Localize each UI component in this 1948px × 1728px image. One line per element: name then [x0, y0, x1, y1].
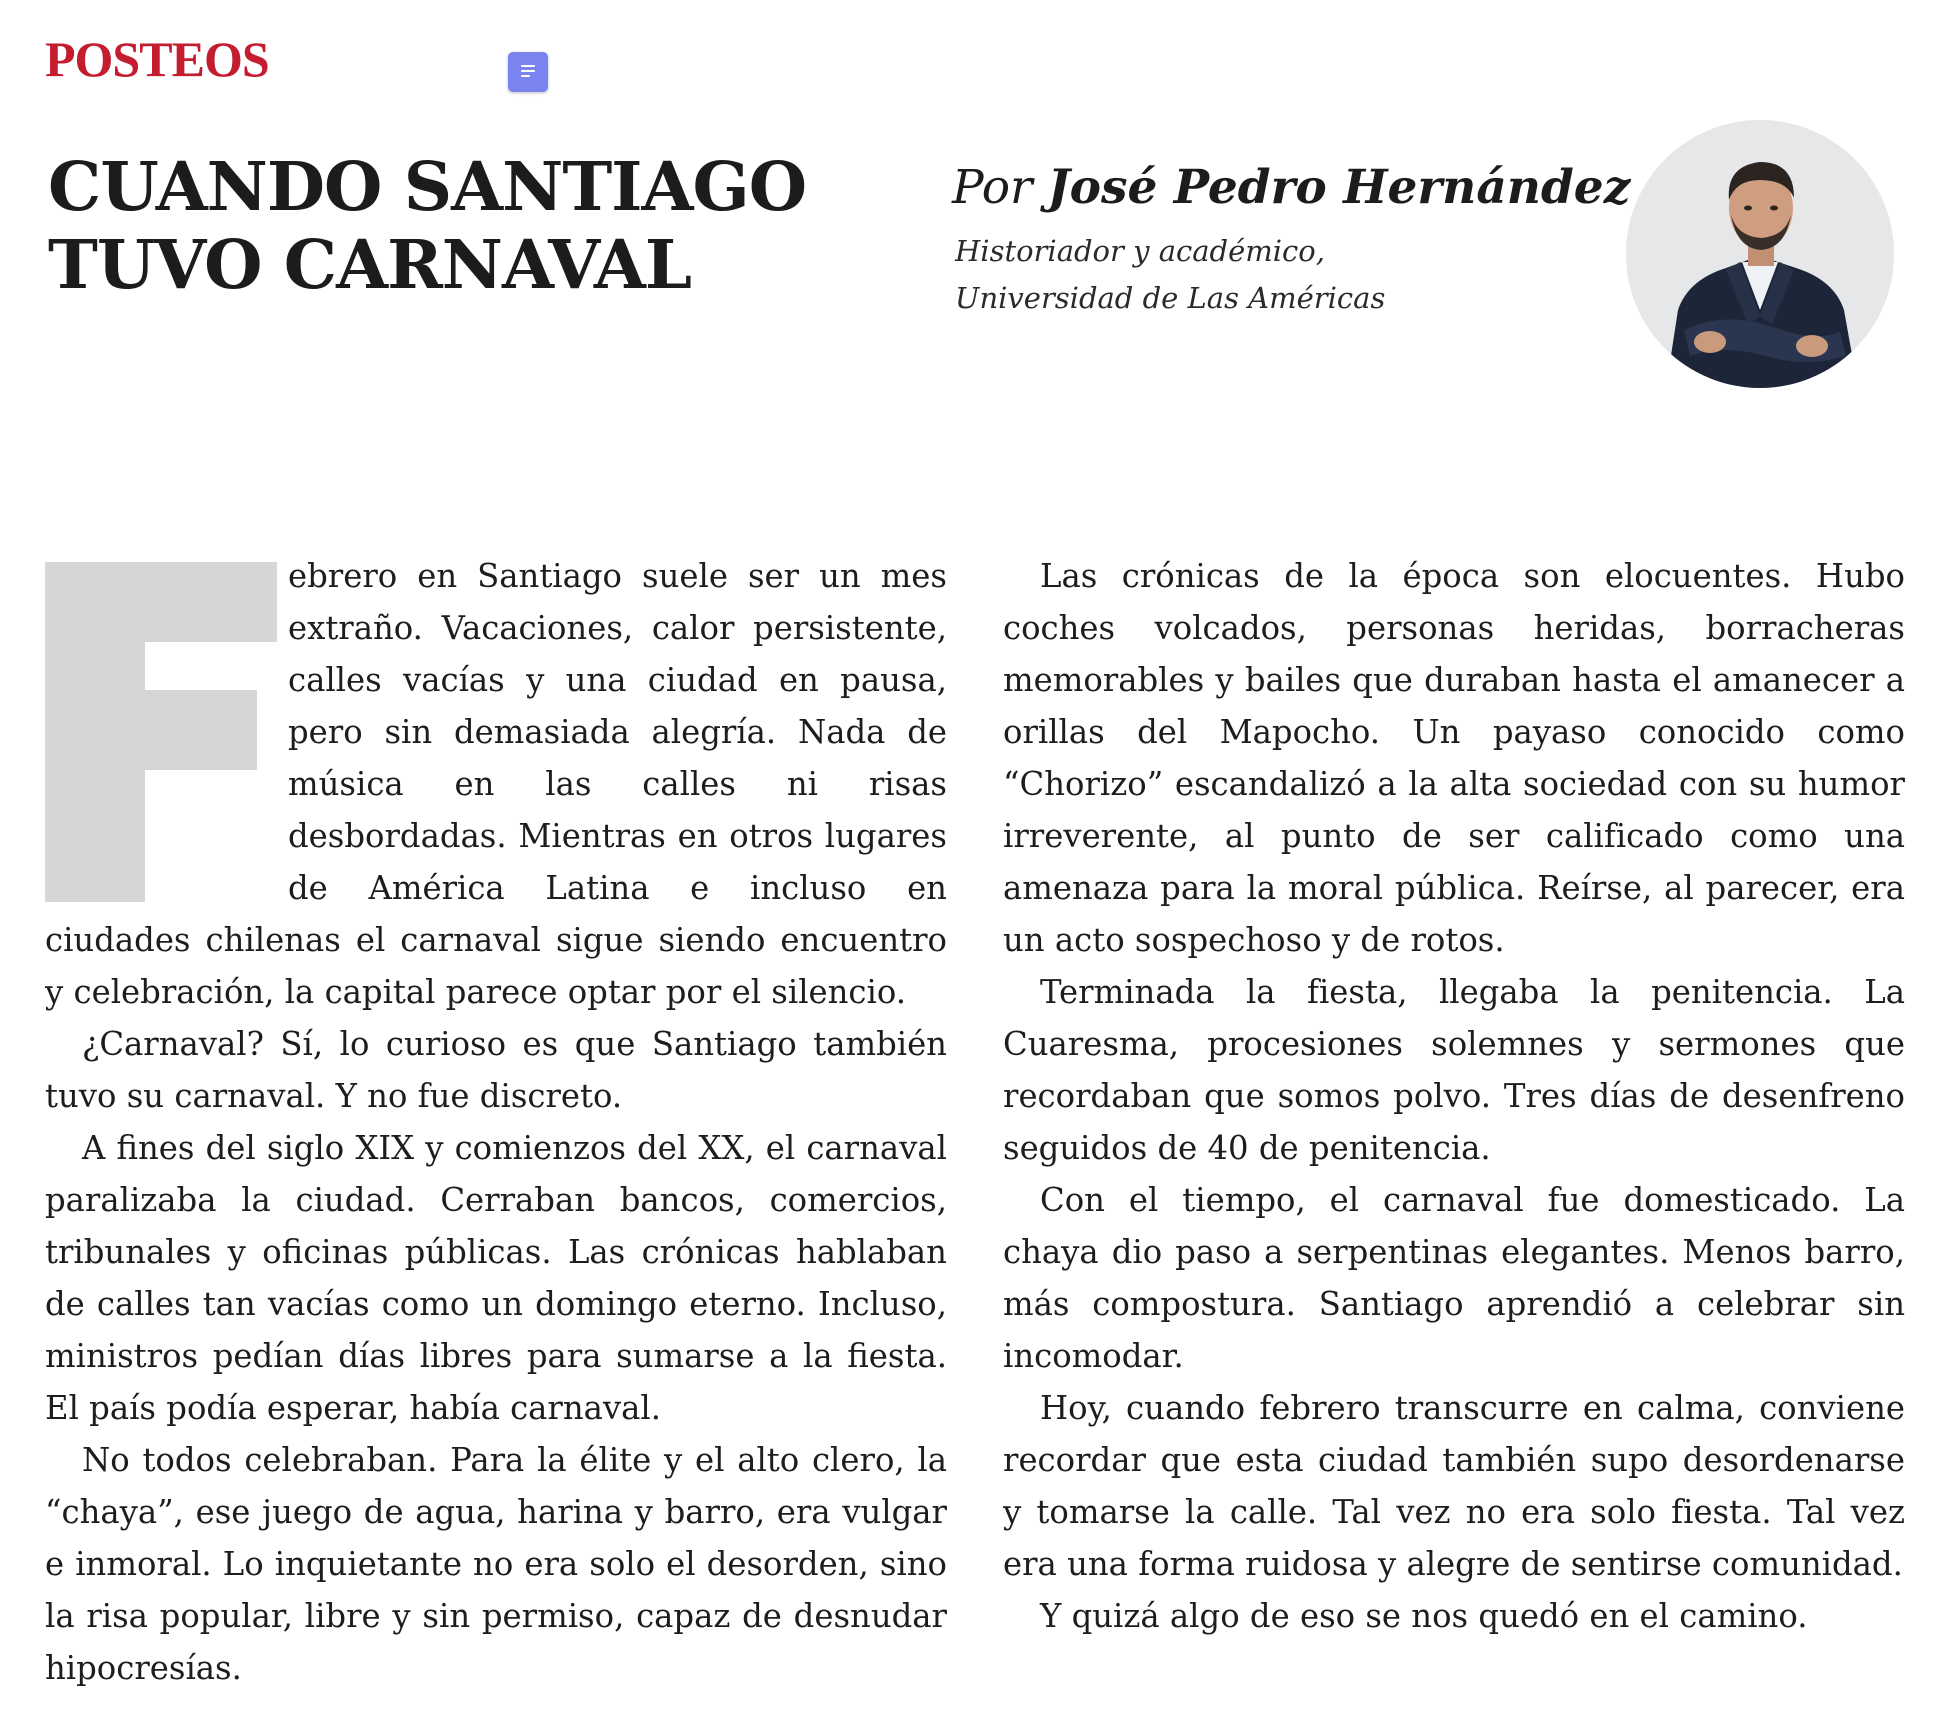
- author-photo: [1626, 120, 1894, 388]
- headline-line-1: CUANDO SANTIAGO: [48, 147, 807, 226]
- author-role-line-2: Universidad de Las Américas: [955, 281, 1386, 315]
- article-paragraph: ¿Carnaval? Sí, lo curioso es que Santiago también tuvo su carnaval. Y no fue discreto.: [45, 1025, 947, 1115]
- article-paragraph: No todos celebraban. Para la élite y el alto clero, la “chaya”, ese juego de agua, harina y barro, era vulgar e inmoral. Lo inquietante no era solo el desorden, sino la risa popular, libre y sin permiso, capaz de desnudar hipocresías.: [45, 1441, 947, 1687]
- article-column-left: [45, 550, 947, 1694]
- note-icon-line: [521, 75, 530, 77]
- byline-prefix: Por: [952, 160, 1048, 215]
- author-portrait-illustration: [1626, 120, 1894, 388]
- author-role-line-1: Historiador y académico,: [955, 234, 1325, 268]
- headline-line-2: TUVO CARNAVAL: [48, 225, 691, 304]
- byline: [952, 160, 1630, 215]
- drop-cap-letter-shape: [45, 562, 277, 902]
- author-role: [955, 228, 1385, 322]
- drop-cap: [45, 562, 288, 902]
- article-paragraph: Con el tiempo, el carnaval fue domesticado. La chaya dio paso a serpentinas elegantes. Menos barro, más compostura. Santiago aprendió a celebrar sin incomodar.: [1003, 1181, 1905, 1375]
- article-paragraph: Y quizá algo de eso se nos quedó en el camino.: [1040, 1597, 1808, 1635]
- note-icon-line: [521, 70, 535, 72]
- article-paragraph: ebrero en Santiago suele ser un mes extraño. Vacaciones, calor persistente, calles vacías y una ciudad en pausa, pero sin demasiada alegría. Nada de música en las calles ni risas desbordadas. Mientras en otros lugares de América Latina e incluso en ciudades chilenas el carnaval sigue siendo encuentro y celebración, la capital parece optar por el silencio.: [45, 557, 947, 1011]
- section-label: POSTEOS: [45, 31, 269, 87]
- headline: [48, 148, 806, 304]
- note-icon-line: [521, 65, 535, 67]
- article-paragraph: Las crónicas de la época son elocuentes. Hubo coches volcados, personas heridas, borracheras memorables y bailes que duraban hasta el amanecer a orillas del Mapocho. Un payaso conocido como “Chorizo” escandalizó a la alta sociedad con su humor irreverente, al punto de ser calificado como una amenaza para la moral pública. Reírse, al parecer, era un acto sospechoso y de rotos.: [1003, 557, 1905, 959]
- author-name: José Pedro Hernández: [1047, 160, 1631, 215]
- article-paragraph: Hoy, cuando febrero transcurre en calma, conviene recordar que esta ciudad también supo desordenarse y tomarse la calle. Tal vez no era solo fiesta. Tal vez era una forma ruidosa y alegre de sentirse comunidad.: [1003, 1389, 1905, 1583]
- article-column-right: [1003, 550, 1905, 1642]
- article-paragraph: Terminada la fiesta, llegaba la penitencia. La Cuaresma, procesiones solemnes y sermones que recordaban que somos polvo. Tres días de desenfreno seguidos de 40 de penitencia.: [1003, 973, 1905, 1167]
- article-paragraph: A fines del siglo XIX y comienzos del XX, el carnaval paralizaba la ciudad. Cerraban bancos, comercios, tribunales y oficinas públicas. Las crónicas hablaban de calles tan vacías como un domingo eterno. Incluso, ministros pedían días libres para sumarse a la fiesta. El país podía esperar, había carnaval.: [45, 1129, 947, 1427]
- note-icon[interactable]: [508, 52, 548, 92]
